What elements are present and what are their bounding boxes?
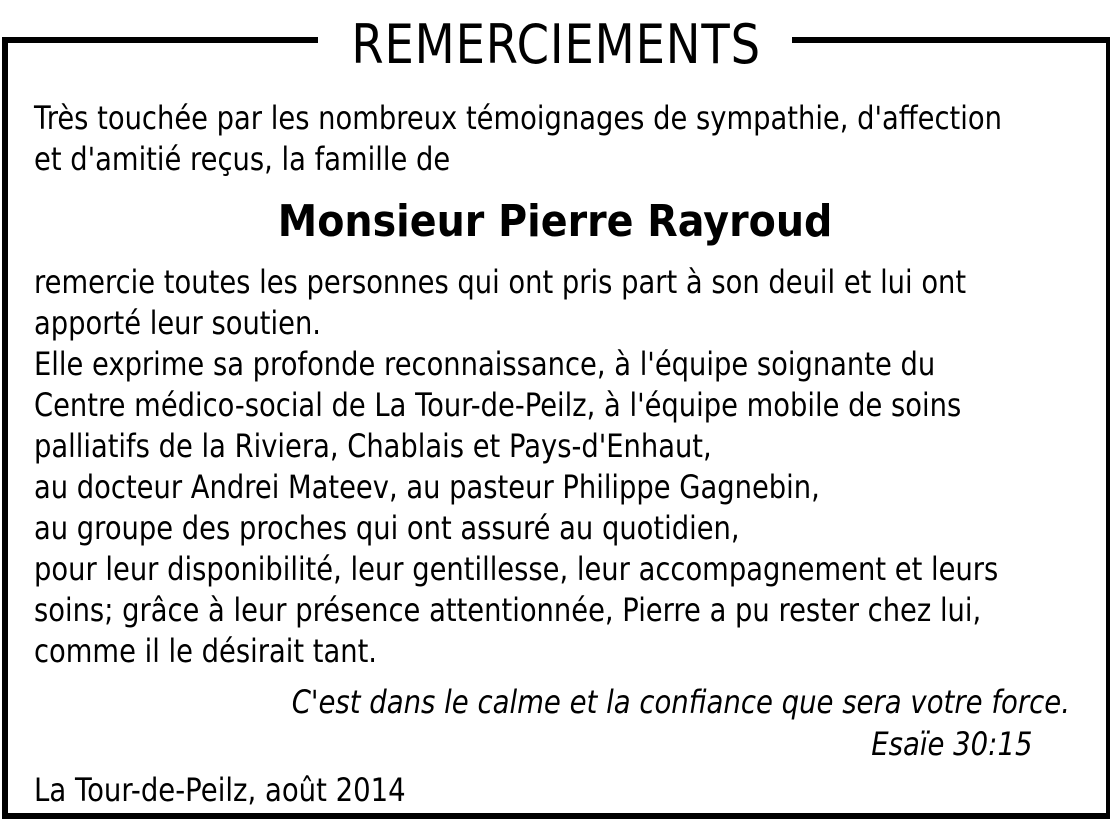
body-line-9: soins; grâce à leur présence attentionnée, Pierre a pu rester chez lui, <box>34 591 982 629</box>
page-title: REMERCIEMENTS <box>351 13 761 76</box>
body-line-7: au groupe des proches qui ont assuré au quotidien, <box>34 509 740 547</box>
intro-line-2: et d'amitié reçus, la famille de <box>34 140 451 178</box>
place-and-date-text: La Tour-de-Peilz, août 2014 <box>34 771 406 809</box>
intro-line-1: Très touchée par les nombreux témoignages de sympathie, d'affection <box>34 99 1002 137</box>
body-line-8: pour leur disponibilité, leur gentillesse, leur accompagnement et leurs <box>34 550 999 588</box>
body-line-3: Elle exprime sa profonde reconnaissance, à l'équipe soignante du <box>34 345 936 383</box>
bible-quote-text: C'est dans le calme et la confiance que sera votre force. <box>291 683 1070 721</box>
deceased-name-text: Monsieur Pierre Rayroud <box>277 196 833 247</box>
quote-reference-text: Esaïe 30:15 <box>870 725 1032 763</box>
body-line-4: Centre médico-social de La Tour-de-Peilz, à l'équipe mobile de soins <box>34 386 962 424</box>
body-paragraph <box>34 262 1070 672</box>
bible-quote <box>165 682 1070 723</box>
quote-reference <box>845 724 1032 765</box>
place-and-date <box>34 770 466 811</box>
intro-paragraph <box>34 98 1070 180</box>
title-container <box>318 10 792 80</box>
deceased-name <box>0 192 1110 252</box>
body-line-10: comme il le désirait tant. <box>34 632 378 670</box>
body-line-5: palliatifs de la Riviera, Chablais et Pays-d'Enhaut, <box>34 427 712 465</box>
body-line-2: apporté leur soutien. <box>34 304 321 342</box>
body-line-6: au docteur Andrei Mateev, au pasteur Philippe Gagnebin, <box>34 468 820 506</box>
body-line-1: remercie toutes les personnes qui ont pris part à son deuil et lui ont <box>34 263 967 301</box>
